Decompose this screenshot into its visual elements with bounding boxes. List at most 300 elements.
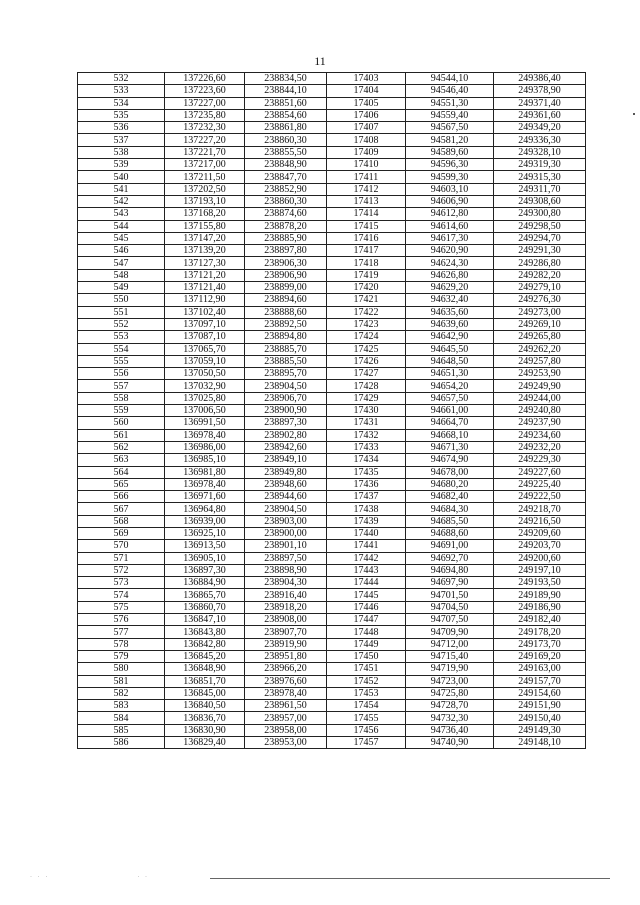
y2-cell: 249257,80 [494, 355, 586, 367]
y2-cell: 249378,90 [494, 85, 586, 97]
x1-cell: 136845,20 [165, 650, 245, 662]
x1-cell: 136986,00 [165, 441, 245, 453]
point-id-cell: 17456 [327, 724, 406, 736]
point-id-cell: 17426 [327, 355, 406, 367]
table-row [78, 515, 586, 527]
x2-cell: 94684,30 [406, 503, 494, 515]
table-row [78, 589, 586, 601]
x1-cell: 137127,30 [165, 257, 245, 269]
x2-cell: 94654,20 [406, 380, 494, 392]
y2-cell: 249308,60 [494, 195, 586, 207]
row-number-cell: 533 [78, 85, 165, 97]
y2-cell: 249336,30 [494, 134, 586, 146]
table-row [78, 195, 586, 207]
table-row [78, 700, 586, 712]
row-number-cell: 582 [78, 687, 165, 699]
y1-cell: 238895,70 [245, 368, 327, 380]
y1-cell: 238897,80 [245, 245, 327, 257]
y1-cell: 238906,70 [245, 392, 327, 404]
x1-cell: 136964,80 [165, 503, 245, 515]
x1-cell: 136836,70 [165, 712, 245, 724]
point-id-cell: 17447 [327, 614, 406, 626]
row-number-cell: 561 [78, 429, 165, 441]
table-row [78, 380, 586, 392]
y1-cell: 238874,60 [245, 208, 327, 220]
table-row [78, 122, 586, 134]
row-number-cell: 536 [78, 122, 165, 134]
y2-cell: 249237,90 [494, 417, 586, 429]
x1-cell: 136939,00 [165, 515, 245, 527]
y2-cell: 249148,10 [494, 737, 586, 749]
point-id-cell: 17424 [327, 331, 406, 343]
y2-cell: 249282,20 [494, 269, 586, 281]
x1-cell: 136905,10 [165, 552, 245, 564]
y2-cell: 249216,50 [494, 515, 586, 527]
x2-cell: 94674,90 [406, 454, 494, 466]
y2-cell: 249319,30 [494, 159, 586, 171]
table-row [78, 109, 586, 121]
x1-cell: 136865,70 [165, 589, 245, 601]
x1-cell: 136848,90 [165, 663, 245, 675]
row-number-cell: 557 [78, 380, 165, 392]
table-row [78, 724, 586, 736]
y1-cell: 238918,20 [245, 601, 327, 613]
x2-cell: 94709,90 [406, 626, 494, 638]
x2-cell: 94725,80 [406, 687, 494, 699]
x2-cell: 94581,20 [406, 134, 494, 146]
row-number-cell: 554 [78, 343, 165, 355]
point-id-cell: 17415 [327, 220, 406, 232]
point-id-cell: 17450 [327, 650, 406, 662]
row-number-cell: 551 [78, 306, 165, 318]
x2-cell: 94639,60 [406, 318, 494, 330]
x2-cell: 94691,00 [406, 540, 494, 552]
row-number-cell: 540 [78, 171, 165, 183]
y1-cell: 238860,30 [245, 134, 327, 146]
y1-cell: 238916,40 [245, 589, 327, 601]
table-row [78, 171, 586, 183]
y1-cell: 238897,50 [245, 552, 327, 564]
point-id-cell: 17451 [327, 663, 406, 675]
x1-cell: 137025,80 [165, 392, 245, 404]
y2-cell: 249361,60 [494, 109, 586, 121]
y2-cell: 249218,70 [494, 503, 586, 515]
y1-cell: 238944,60 [245, 491, 327, 503]
y1-cell: 238885,90 [245, 232, 327, 244]
point-id-cell: 17436 [327, 478, 406, 490]
point-id-cell: 17414 [327, 208, 406, 220]
y1-cell: 238894,60 [245, 294, 327, 306]
x2-cell: 94697,90 [406, 577, 494, 589]
x1-cell: 137211,50 [165, 171, 245, 183]
row-number-cell: 573 [78, 577, 165, 589]
x2-cell: 94645,50 [406, 343, 494, 355]
y1-cell: 238834,50 [245, 73, 327, 85]
x2-cell: 94626,80 [406, 269, 494, 281]
table-row [78, 208, 586, 220]
y2-cell: 249209,60 [494, 527, 586, 539]
x1-cell: 136845,00 [165, 687, 245, 699]
row-number-cell: 541 [78, 183, 165, 195]
row-number-cell: 577 [78, 626, 165, 638]
y1-cell: 238848,90 [245, 159, 327, 171]
y1-cell: 238885,70 [245, 343, 327, 355]
x2-cell: 94685,50 [406, 515, 494, 527]
point-id-cell: 17430 [327, 405, 406, 417]
x2-cell: 94614,60 [406, 220, 494, 232]
x2-cell: 94719,90 [406, 663, 494, 675]
x1-cell: 136978,40 [165, 429, 245, 441]
y2-cell: 249227,60 [494, 466, 586, 478]
table-row [78, 405, 586, 417]
table-row [78, 146, 586, 158]
row-number-cell: 543 [78, 208, 165, 220]
x2-cell: 94606,90 [406, 195, 494, 207]
row-number-cell: 565 [78, 478, 165, 490]
y2-cell: 249149,30 [494, 724, 586, 736]
y1-cell: 238958,00 [245, 724, 327, 736]
row-number-cell: 564 [78, 466, 165, 478]
row-number-cell: 559 [78, 405, 165, 417]
y2-cell: 249244,00 [494, 392, 586, 404]
y1-cell: 238844,10 [245, 85, 327, 97]
y1-cell: 238878,20 [245, 220, 327, 232]
row-number-cell: 547 [78, 257, 165, 269]
table-row [78, 220, 586, 232]
x2-cell: 94678,00 [406, 466, 494, 478]
x2-cell: 94728,70 [406, 700, 494, 712]
point-id-cell: 17422 [327, 306, 406, 318]
x1-cell: 137193,10 [165, 195, 245, 207]
x2-cell: 94707,50 [406, 614, 494, 626]
table-row [78, 552, 586, 564]
y1-cell: 238904,30 [245, 577, 327, 589]
point-id-cell: 17419 [327, 269, 406, 281]
y1-cell: 238894,80 [245, 331, 327, 343]
y1-cell: 238949,80 [245, 466, 327, 478]
x1-cell: 137065,70 [165, 343, 245, 355]
x1-cell: 137032,90 [165, 380, 245, 392]
point-id-cell: 17421 [327, 294, 406, 306]
table-row [78, 392, 586, 404]
point-id-cell: 17416 [327, 232, 406, 244]
y1-cell: 238961,50 [245, 700, 327, 712]
y1-cell: 238953,00 [245, 737, 327, 749]
scan-speck [633, 113, 635, 115]
y1-cell: 238904,50 [245, 380, 327, 392]
row-number-cell: 546 [78, 245, 165, 257]
y1-cell: 238949,10 [245, 454, 327, 466]
y2-cell: 249249,90 [494, 380, 586, 392]
row-number-cell: 537 [78, 134, 165, 146]
point-id-cell: 17404 [327, 85, 406, 97]
point-id-cell: 17405 [327, 97, 406, 109]
table-row [78, 503, 586, 515]
y1-cell: 238904,50 [245, 503, 327, 515]
row-number-cell: 555 [78, 355, 165, 367]
table-row [78, 687, 586, 699]
point-id-cell: 17417 [327, 245, 406, 257]
table-row [78, 638, 586, 650]
point-id-cell: 17453 [327, 687, 406, 699]
table-row [78, 564, 586, 576]
y1-cell: 238908,00 [245, 614, 327, 626]
x1-cell: 136913,50 [165, 540, 245, 552]
point-id-cell: 17407 [327, 122, 406, 134]
x1-cell: 137168,20 [165, 208, 245, 220]
point-id-cell: 17423 [327, 318, 406, 330]
x1-cell: 136991,50 [165, 417, 245, 429]
footer-rule [210, 878, 610, 879]
x1-cell: 137102,40 [165, 306, 245, 318]
x1-cell: 136843,80 [165, 626, 245, 638]
row-number-cell: 580 [78, 663, 165, 675]
row-number-cell: 584 [78, 712, 165, 724]
x2-cell: 94620,90 [406, 245, 494, 257]
y2-cell: 249203,70 [494, 540, 586, 552]
x1-cell: 137221,70 [165, 146, 245, 158]
x2-cell: 94671,30 [406, 441, 494, 453]
page-number: 11 [314, 54, 326, 68]
table-row [78, 355, 586, 367]
point-id-cell: 17403 [327, 73, 406, 85]
table-row [78, 331, 586, 343]
row-number-cell: 556 [78, 368, 165, 380]
point-id-cell: 17444 [327, 577, 406, 589]
y2-cell: 249157,70 [494, 675, 586, 687]
y1-cell: 238892,50 [245, 318, 327, 330]
y1-cell: 238906,30 [245, 257, 327, 269]
x2-cell: 94692,70 [406, 552, 494, 564]
y2-cell: 249182,40 [494, 614, 586, 626]
x1-cell: 137226,60 [165, 73, 245, 85]
table-row [78, 466, 586, 478]
x2-cell: 94704,50 [406, 601, 494, 613]
table-row [78, 368, 586, 380]
point-id-cell: 17413 [327, 195, 406, 207]
x2-cell: 94712,00 [406, 638, 494, 650]
table-row [78, 269, 586, 281]
point-id-cell: 17431 [327, 417, 406, 429]
y2-cell: 249269,10 [494, 318, 586, 330]
x1-cell: 137235,80 [165, 109, 245, 121]
row-number-cell: 571 [78, 552, 165, 564]
x1-cell: 136847,10 [165, 614, 245, 626]
x1-cell: 136860,70 [165, 601, 245, 613]
point-id-cell: 17446 [327, 601, 406, 613]
table-row [78, 417, 586, 429]
point-id-cell: 17443 [327, 564, 406, 576]
row-number-cell: 560 [78, 417, 165, 429]
point-id-cell: 17439 [327, 515, 406, 527]
y1-cell: 238978,40 [245, 687, 327, 699]
table-row [78, 614, 586, 626]
y2-cell: 249291,30 [494, 245, 586, 257]
point-id-cell: 17442 [327, 552, 406, 564]
point-id-cell: 17445 [327, 589, 406, 601]
table-row [78, 257, 586, 269]
row-number-cell: 569 [78, 527, 165, 539]
x1-cell: 137202,50 [165, 183, 245, 195]
x2-cell: 94617,30 [406, 232, 494, 244]
table-row [78, 159, 586, 171]
x2-cell: 94544,10 [406, 73, 494, 85]
x1-cell: 137232,30 [165, 122, 245, 134]
y1-cell: 238897,30 [245, 417, 327, 429]
row-number-cell: 548 [78, 269, 165, 281]
y2-cell: 249189,90 [494, 589, 586, 601]
x1-cell: 136978,40 [165, 478, 245, 490]
x2-cell: 94740,90 [406, 737, 494, 749]
point-id-cell: 17438 [327, 503, 406, 515]
row-number-cell: 576 [78, 614, 165, 626]
point-id-cell: 17411 [327, 171, 406, 183]
x2-cell: 94694,80 [406, 564, 494, 576]
y2-cell: 249154,60 [494, 687, 586, 699]
row-number-cell: 578 [78, 638, 165, 650]
x2-cell: 94546,40 [406, 85, 494, 97]
table-row [78, 306, 586, 318]
y2-cell: 249178,20 [494, 626, 586, 638]
table-row [78, 282, 586, 294]
table-row [78, 454, 586, 466]
row-number-cell: 567 [78, 503, 165, 515]
x1-cell: 136842,80 [165, 638, 245, 650]
x2-cell: 94680,20 [406, 478, 494, 490]
y2-cell: 249151,90 [494, 700, 586, 712]
y2-cell: 249315,30 [494, 171, 586, 183]
point-id-cell: 17441 [327, 540, 406, 552]
y1-cell: 238847,70 [245, 171, 327, 183]
x1-cell: 136985,10 [165, 454, 245, 466]
x1-cell: 136897,30 [165, 564, 245, 576]
y2-cell: 249328,10 [494, 146, 586, 158]
y2-cell: 249186,90 [494, 601, 586, 613]
y2-cell: 249265,80 [494, 331, 586, 343]
y1-cell: 238903,00 [245, 515, 327, 527]
table-row [78, 441, 586, 453]
point-id-cell: 17455 [327, 712, 406, 724]
y2-cell: 249262,20 [494, 343, 586, 355]
y1-cell: 238860,30 [245, 195, 327, 207]
y2-cell: 249173,70 [494, 638, 586, 650]
x2-cell: 94567,50 [406, 122, 494, 134]
table-row [78, 626, 586, 638]
point-id-cell: 17420 [327, 282, 406, 294]
y1-cell: 238899,00 [245, 282, 327, 294]
row-number-cell: 532 [78, 73, 165, 85]
x2-cell: 94559,40 [406, 109, 494, 121]
y2-cell: 249169,20 [494, 650, 586, 662]
x1-cell: 137139,20 [165, 245, 245, 257]
y1-cell: 238902,80 [245, 429, 327, 441]
y2-cell: 249386,40 [494, 73, 586, 85]
x1-cell: 137097,10 [165, 318, 245, 330]
table-row [78, 245, 586, 257]
row-number-cell: 583 [78, 700, 165, 712]
x2-cell: 94599,30 [406, 171, 494, 183]
y1-cell: 238852,90 [245, 183, 327, 195]
x1-cell: 137121,40 [165, 282, 245, 294]
y2-cell: 249193,50 [494, 577, 586, 589]
row-number-cell: 535 [78, 109, 165, 121]
point-id-cell: 17449 [327, 638, 406, 650]
y1-cell: 238888,60 [245, 306, 327, 318]
table-row [78, 343, 586, 355]
coordinates-table-body [78, 73, 586, 749]
table-row [78, 478, 586, 490]
table-row [78, 540, 586, 552]
y1-cell: 238898,90 [245, 564, 327, 576]
point-id-cell: 17435 [327, 466, 406, 478]
table-row [78, 97, 586, 109]
y1-cell: 238885,50 [245, 355, 327, 367]
x2-cell: 94612,80 [406, 208, 494, 220]
x2-cell: 94642,90 [406, 331, 494, 343]
row-number-cell: 545 [78, 232, 165, 244]
x2-cell: 94723,00 [406, 675, 494, 687]
row-number-cell: 552 [78, 318, 165, 330]
y2-cell: 249286,80 [494, 257, 586, 269]
point-id-cell: 17428 [327, 380, 406, 392]
x1-cell: 136829,40 [165, 737, 245, 749]
y2-cell: 249163,00 [494, 663, 586, 675]
x1-cell: 136884,90 [165, 577, 245, 589]
y2-cell: 249150,40 [494, 712, 586, 724]
row-number-cell: 538 [78, 146, 165, 158]
x2-cell: 94736,40 [406, 724, 494, 736]
table-row [78, 183, 586, 195]
point-id-cell: 17410 [327, 159, 406, 171]
x2-cell: 94651,30 [406, 368, 494, 380]
table-row [78, 318, 586, 330]
x2-cell: 94688,60 [406, 527, 494, 539]
y1-cell: 238976,60 [245, 675, 327, 687]
point-id-cell: 17429 [327, 392, 406, 404]
x1-cell: 137155,80 [165, 220, 245, 232]
x2-cell: 94682,40 [406, 491, 494, 503]
y2-cell: 249232,20 [494, 441, 586, 453]
y2-cell: 249197,10 [494, 564, 586, 576]
point-id-cell: 17437 [327, 491, 406, 503]
point-id-cell: 17434 [327, 454, 406, 466]
x1-cell: 137059,10 [165, 355, 245, 367]
y1-cell: 238854,60 [245, 109, 327, 121]
row-number-cell: 566 [78, 491, 165, 503]
x2-cell: 94603,10 [406, 183, 494, 195]
x2-cell: 94661,00 [406, 405, 494, 417]
y2-cell: 249311,70 [494, 183, 586, 195]
y1-cell: 238907,70 [245, 626, 327, 638]
x1-cell: 136851,70 [165, 675, 245, 687]
point-id-cell: 17425 [327, 343, 406, 355]
x2-cell: 94596,30 [406, 159, 494, 171]
x2-cell: 94632,40 [406, 294, 494, 306]
y1-cell: 238948,60 [245, 478, 327, 490]
table-row [78, 491, 586, 503]
x1-cell: 137227,20 [165, 134, 245, 146]
y2-cell: 249225,40 [494, 478, 586, 490]
row-number-cell: 539 [78, 159, 165, 171]
row-number-cell: 542 [78, 195, 165, 207]
y2-cell: 249229,30 [494, 454, 586, 466]
y2-cell: 249298,50 [494, 220, 586, 232]
point-id-cell: 17409 [327, 146, 406, 158]
y1-cell: 238957,00 [245, 712, 327, 724]
x1-cell: 137006,50 [165, 405, 245, 417]
y2-cell: 249279,10 [494, 282, 586, 294]
x2-cell: 94657,50 [406, 392, 494, 404]
